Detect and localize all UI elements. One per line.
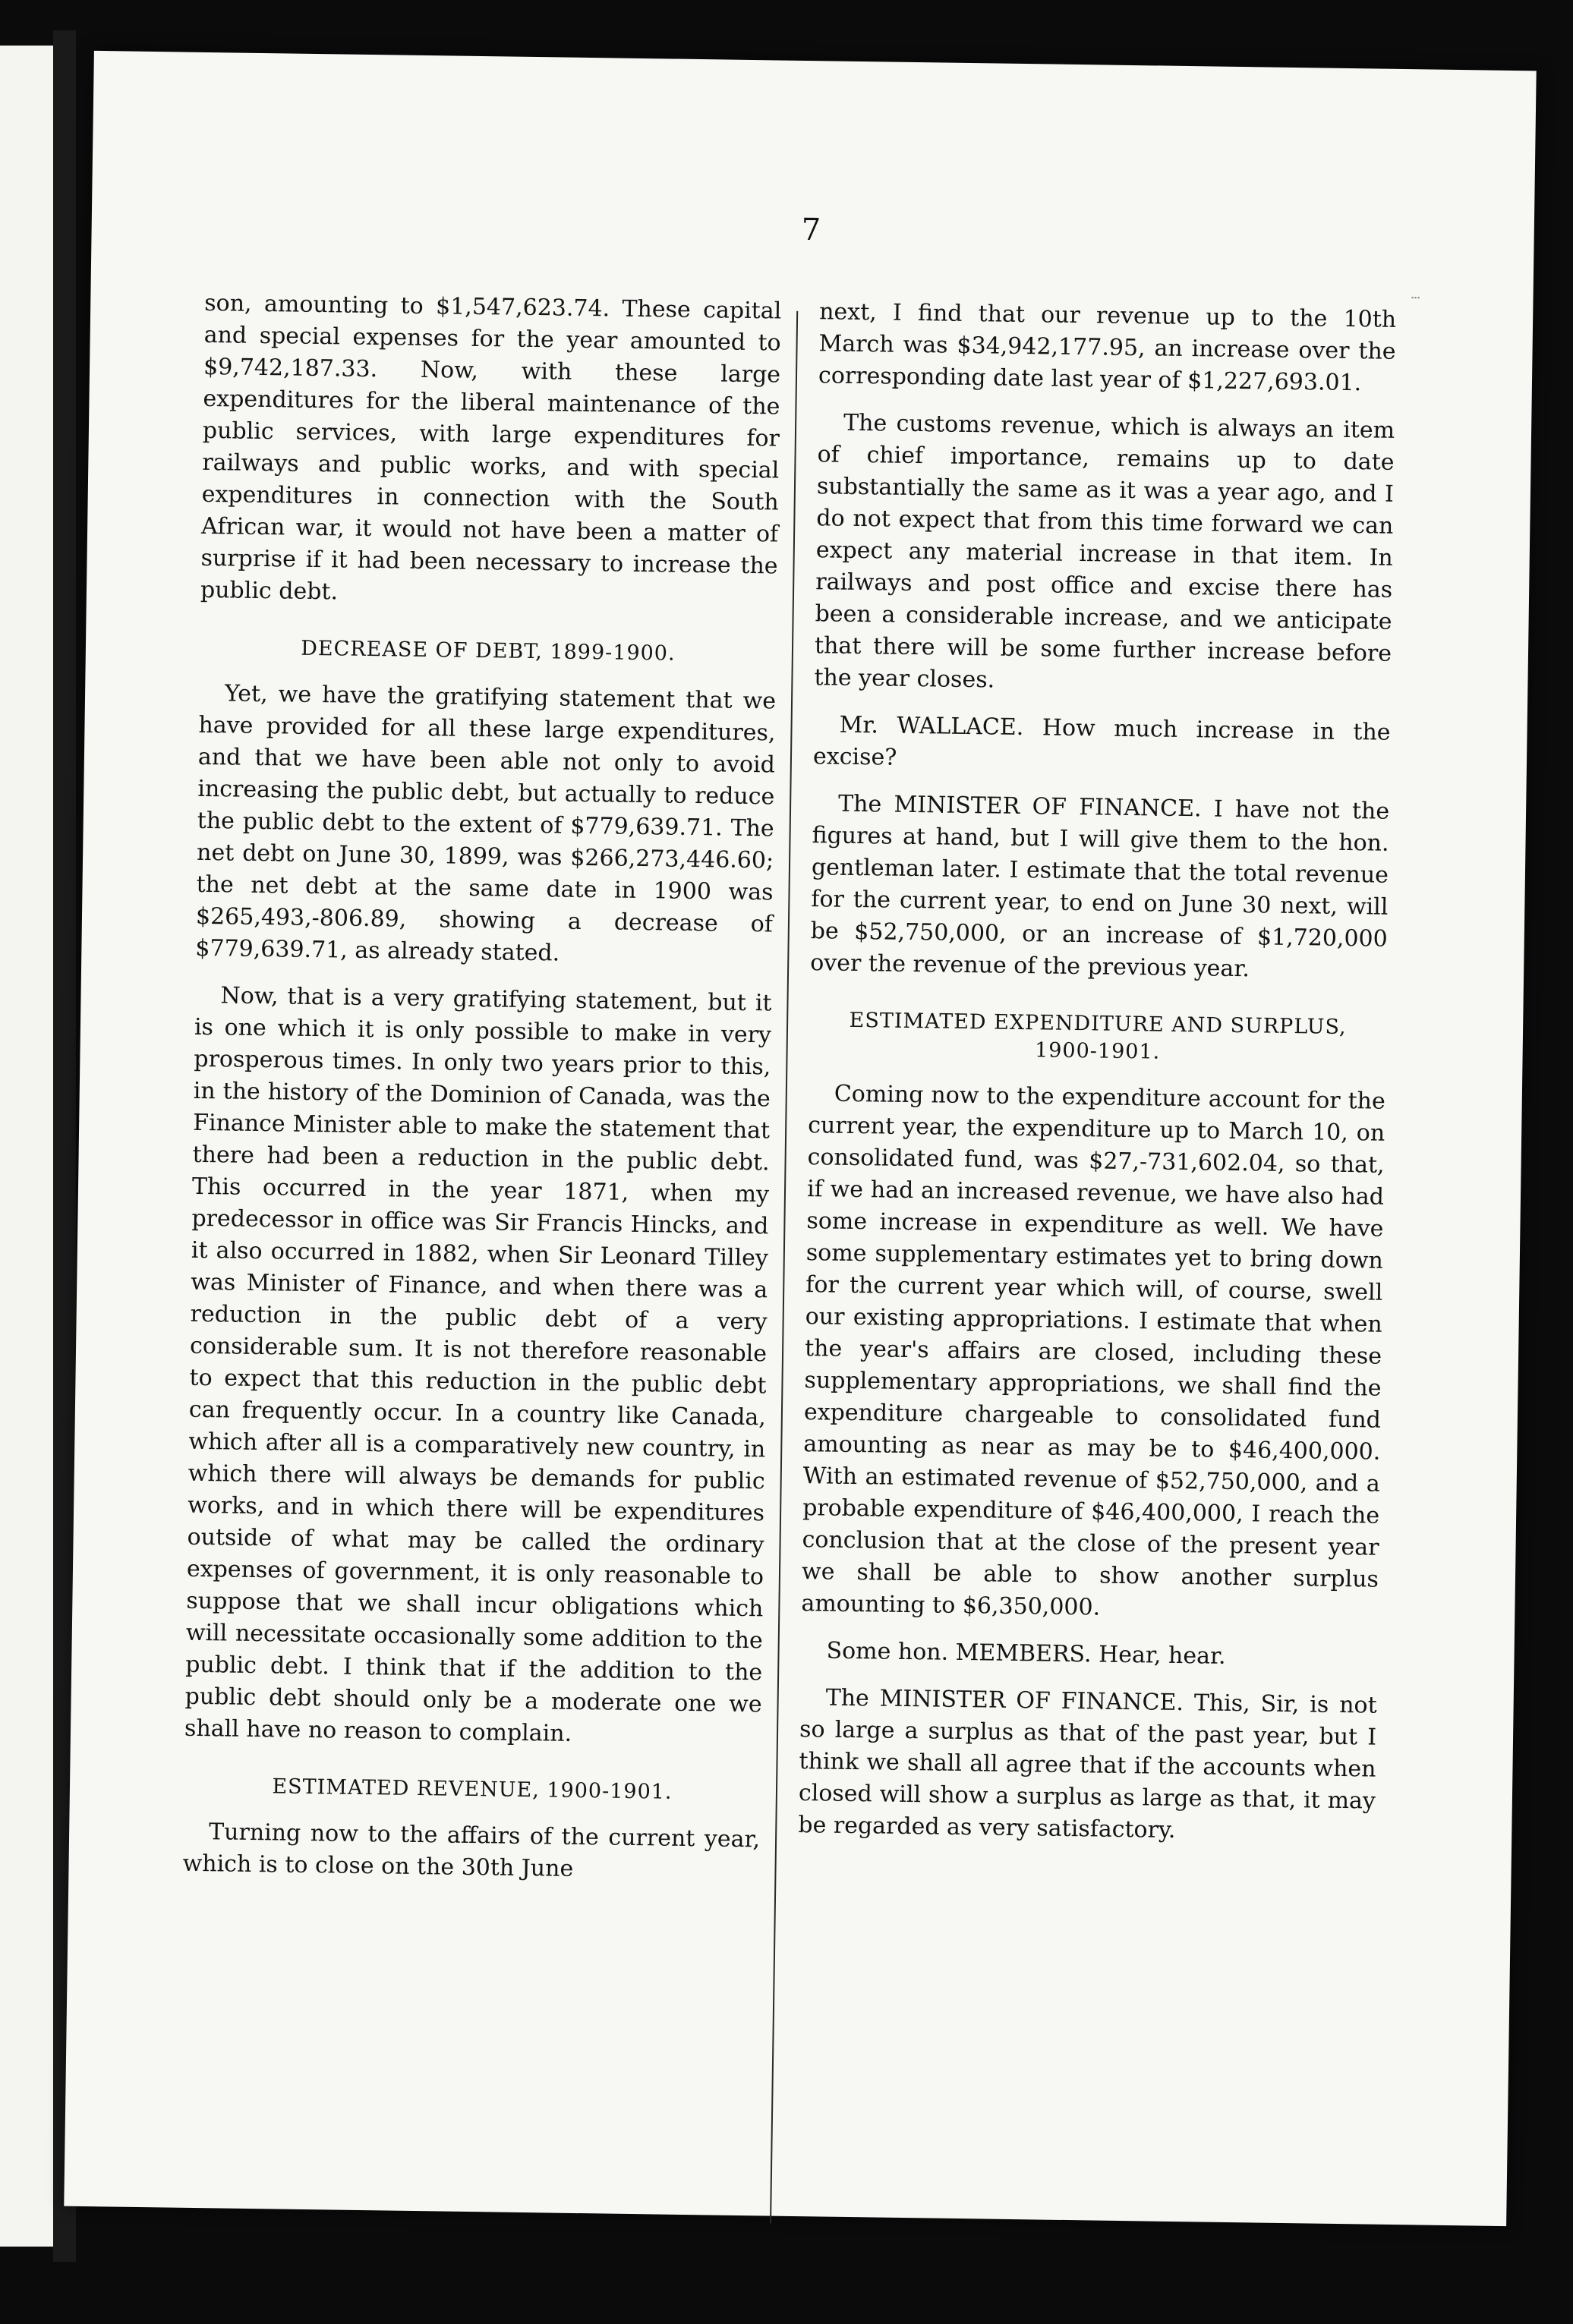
- document-page: [64, 51, 1536, 2226]
- page-number: 7: [801, 212, 821, 248]
- left-paragraph-3: Now, that is a very gratifying statement, but it is one which it is only possible to make in very prosperous times. In only two years prior to this, in the history of the Dominion of Canada, was the Finance Minister able to make the statement that there had been a reduction in the public debt. This occurred in the year 1871, when my predecessor in office was Sir Francis Hincks, and it also occurred in 1882, when Sir Leonard Tilley was Minister of Finance, and when there was a reduction in the public debt of a very considerable sum. It is not therefore reasonable to expect that this reduction in the public debt can frequently occur. In a country like Canada, which after all is a comparatively new country, in which there will always be demands for public works, and in which there will be expenditures outside of what may be called the ordinary expenses of government, it is only reasonable to suppose that we shall incur obligations which will necessitate occasionally some addition to the public debt. I think that if the addition to the public debt should only be a moderate one we shall have no reason to complain.: [184, 982, 772, 1747]
- right-paragraph-4: The MINISTER OF FINANCE. I have not the figures at hand, but I will give them to the hon. gentleman later. I estimate that the total revenue for the current year, to end on June 30 next, will be $52,750,000, or an increase of $1,720,000 over the revenue of the previous year.: [809, 790, 1390, 983]
- right-paragraph-7: The MINISTER OF FINANCE. This, Sir, is not so large a surplus as that of the past year, but I think we shall all agree that if the accounts when closed will show a surplus as large as that, it may be regarded as very satisfactory.: [798, 1684, 1377, 1844]
- left-paragraph-4: Turning now to the affairs of the current year, which is to close on the 30th June: [182, 1819, 761, 1882]
- right-paragraph-6: Some hon. MEMBERS. Hear, hear.: [826, 1637, 1226, 1670]
- left-paragraph-2: Yet, we have the gratifying statement that we have provided for all these large expenditures, and that we have been able not only to avoid increasing the public debt, but actually to reduce the public debt to the extent of $779,639.71. The net debt on June 30, 1899, was $266,273,446.60; the net debt at the same date in 1900 was $265,493,-806.89, showing a decrease of $779,639.71, as already stated.: [195, 680, 777, 967]
- heading-estimated-expenditure: [809, 1006, 1386, 1069]
- right-paragraph-5: Coming now to the expenditure account for the current year, the expenditure up to March 10, on consolidated fund, was $27,-731,602.04, so that, if we had an increased revenue, we have also had some increase in expenditure as well. We have some supplementary estimates yet to bring down for the current year which will, of course, swell our existing appropriations. I estimate that when the year's affairs are closed, including these supplementary appropriations, we shall find the expenditure chargeable to consolidated fund amounting as near as may be to $46,400,000. With an estimated revenue of $52,750,000, and a probable expenditure of $46,400,000, I reach the conclusion that at the close of the present year we shall be able to show another surplus amounting to $6,350,000.: [801, 1080, 1385, 1621]
- heading-line-1: ESTIMATED EXPENDITURE AND SURPLUS,: [849, 1008, 1347, 1040]
- page-corner-mark: [1411, 297, 1419, 306]
- adjacent-page-edge: [0, 46, 53, 2247]
- heading-decrease-of-debt: DECREASE OF DEBT, 1899-1900.: [301, 636, 676, 666]
- heading-estimated-revenue: ESTIMATED REVENUE, 1900-1901.: [272, 1774, 673, 1804]
- right-paragraph-1: next, I find that our revenue up to the 10th March was $34,942,177.95, an increase over the corresponding date last year of $1,227,693.01.: [818, 298, 1397, 397]
- left-column: [182, 288, 781, 1903]
- right-paragraph-2: The customs revenue, which is always an item of chief importance, remains up to date substantially the same as it was a year ago, and I do not expect that from this time forward we can expect any material increase in that item. In railways and post office and excise there has been a considerable increase, and we anticipate that there will be some further increase before the year closes.: [814, 409, 1395, 694]
- right-paragraph-3: Mr. WALLACE. How much increase in the excise?: [812, 711, 1391, 771]
- right-column: [798, 296, 1397, 1864]
- heading-line-2: 1900-1901.: [1034, 1038, 1161, 1064]
- left-paragraph-1: son, amounting to $1,547,623.74. These capital and special expenses for the year amounted to $9,742,187.33. Now, with these large expenditures for the liberal maintenance of the public services, with large expenditures for railways and public works, and with special expenditures in connection with the South African war, it would not have been a matter of surprise if it had been necessary to increase the public debt.: [200, 289, 782, 606]
